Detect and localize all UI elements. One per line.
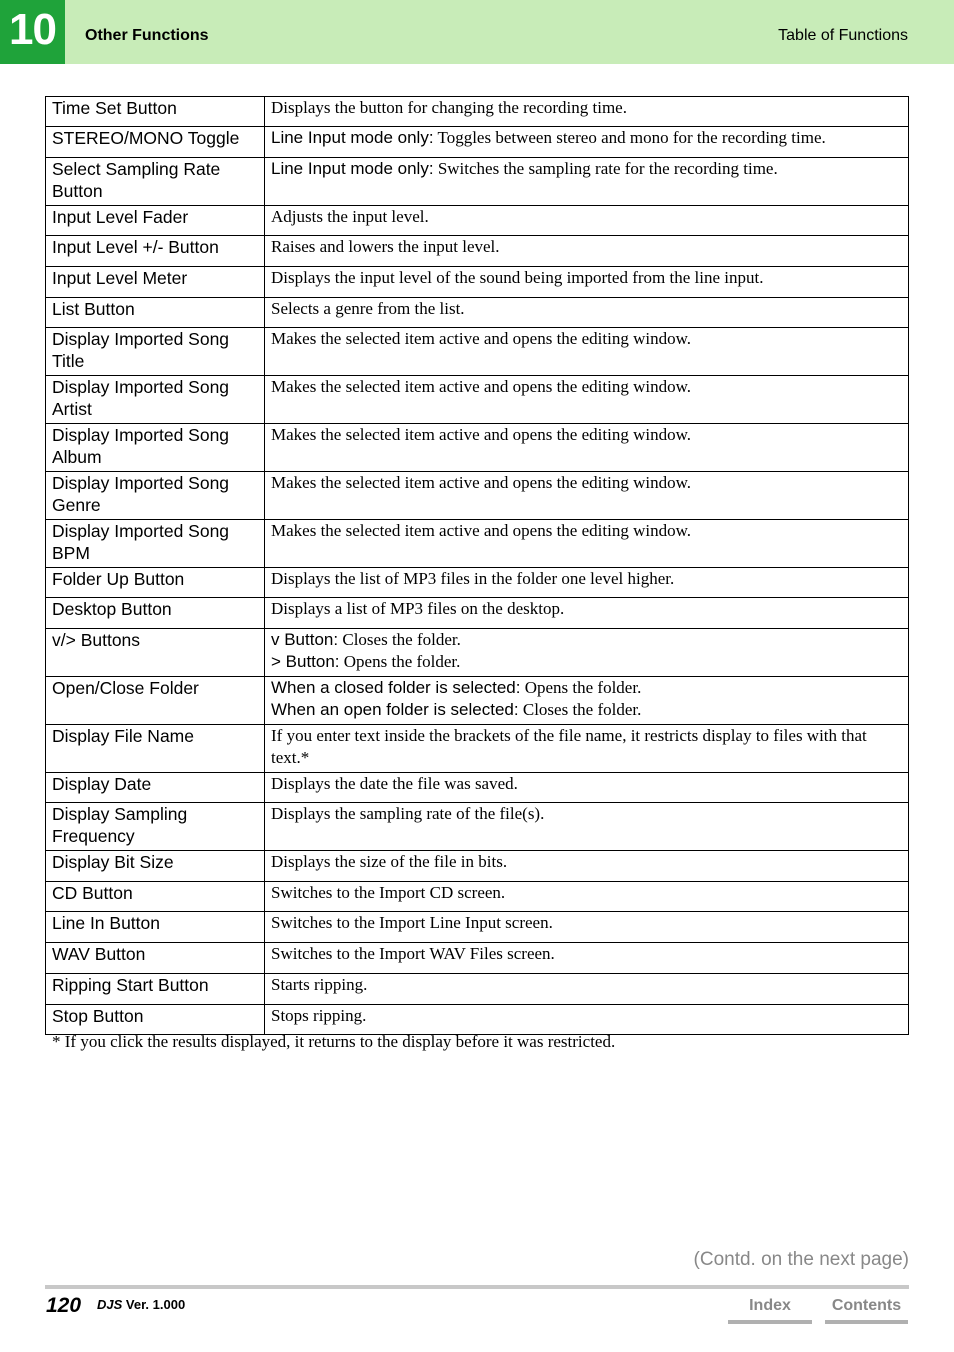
function-name: Open/Close Folder <box>46 677 265 725</box>
table-row <box>46 424 909 472</box>
description-text: Switches to the Import Line Input screen. <box>271 913 553 932</box>
table-row <box>46 629 909 677</box>
mode-prefix: v Button: <box>271 630 339 649</box>
table-row <box>46 97 909 127</box>
description-text: Adjusts the input level. <box>271 207 429 226</box>
table-row <box>46 773 909 803</box>
description-text: Displays the button for changing the recording time. <box>271 98 627 117</box>
description-text: Displays the input level of the sound being imported from the line input. <box>271 268 764 287</box>
page-topic: Table of Functions <box>778 27 908 44</box>
description-text: Selects a genre from the list. <box>271 299 465 318</box>
description-text: Makes the selected item active and opens the editing window. <box>271 425 691 444</box>
description-text: Switches the sampling rate for the recording time. <box>433 159 778 178</box>
chapter-number: 10 <box>0 0 65 64</box>
description-text: Closes the folder. <box>518 700 642 719</box>
function-description <box>265 236 909 267</box>
version-label <box>97 1297 185 1312</box>
table-row <box>46 974 909 1005</box>
footnote: * If you click the results displayed, it returns to the display before it was restricted. <box>52 1032 616 1051</box>
mode-prefix: Line Input mode only: <box>271 159 434 178</box>
mode-prefix: When an open folder is selected: <box>271 700 519 719</box>
footer-divider <box>45 1285 909 1289</box>
description-text: If you enter text inside the brackets of the file name, it restricts display to files with that text.* <box>271 726 867 767</box>
function-name: v/> Buttons <box>46 629 265 677</box>
description-text: Opens the folder. <box>339 652 461 671</box>
table-row <box>46 882 909 912</box>
table-row <box>46 943 909 974</box>
function-name: Display Imported Song Artist <box>46 376 265 424</box>
function-name: Input Level Meter <box>46 267 265 298</box>
function-name: Input Level Fader <box>46 206 265 236</box>
description-text: Displays the sampling rate of the file(s). <box>271 804 545 823</box>
description-text: Displays the list of MP3 files in the folder one level higher. <box>271 569 675 588</box>
description-text: Switches to the Import CD screen. <box>271 883 506 902</box>
mode-prefix: Line Input mode only: <box>271 128 434 147</box>
contents-link[interactable]: Contents <box>825 1294 908 1324</box>
function-name: Ripping Start Button <box>46 974 265 1005</box>
function-description <box>265 376 909 424</box>
description-line <box>271 651 902 673</box>
function-name: WAV Button <box>46 943 265 974</box>
function-description <box>265 298 909 328</box>
function-name: Input Level +/- Button <box>46 236 265 267</box>
table-row <box>46 328 909 376</box>
function-description <box>265 725 909 773</box>
function-description <box>265 943 909 974</box>
page-header <box>0 0 954 64</box>
function-name: Display File Name <box>46 725 265 773</box>
description-text: Displays a list of MP3 files on the desktop. <box>271 599 565 618</box>
table-row <box>46 158 909 206</box>
table-row <box>46 912 909 943</box>
description-text: Displays the size of the file in bits. <box>271 852 508 871</box>
function-description <box>265 472 909 520</box>
product-name: DJS <box>97 1297 123 1312</box>
description-text: Makes the selected item active and opens the editing window. <box>271 473 691 492</box>
table-row <box>46 206 909 236</box>
table-row <box>46 677 909 725</box>
table-row <box>46 472 909 520</box>
table-row <box>46 267 909 298</box>
function-description <box>265 520 909 568</box>
function-name: Stop Button <box>46 1005 265 1035</box>
description-text: Raises and lowers the input level. <box>271 237 500 256</box>
table-row <box>46 851 909 882</box>
table-row <box>46 127 909 158</box>
table-row <box>46 598 909 629</box>
description-line <box>271 699 902 721</box>
function-name: Display Imported Song Title <box>46 328 265 376</box>
table-row <box>46 803 909 851</box>
table-row <box>46 376 909 424</box>
function-description <box>265 851 909 882</box>
description-text: Makes the selected item active and opens the editing window. <box>271 329 691 348</box>
version-text: Ver. 1.000 <box>122 1297 186 1312</box>
description-text: Toggles between stereo and mono for the recording time. <box>433 128 826 147</box>
function-name: Display Bit Size <box>46 851 265 882</box>
function-name: List Button <box>46 298 265 328</box>
function-description <box>265 424 909 472</box>
function-name: CD Button <box>46 882 265 912</box>
table-row <box>46 568 909 598</box>
function-name: Display Date <box>46 773 265 803</box>
page-number: 120 <box>46 1294 82 1317</box>
description-text: Makes the selected item active and opens the editing window. <box>271 521 691 540</box>
description-text: Stops ripping. <box>271 1006 367 1025</box>
function-description <box>265 158 909 206</box>
section-title: Other Functions <box>85 27 209 44</box>
description-text: Switches to the Import WAV Files screen. <box>271 944 555 963</box>
table-row <box>46 236 909 267</box>
function-name: Folder Up Button <box>46 568 265 598</box>
functions-table <box>45 96 909 1035</box>
description-text: Opens the folder. <box>520 678 642 697</box>
function-description <box>265 206 909 236</box>
function-description <box>265 912 909 943</box>
description-text: Starts ripping. <box>271 975 368 994</box>
description-text: Closes the folder. <box>338 630 461 649</box>
function-name: Display Imported Song Album <box>46 424 265 472</box>
function-description <box>265 1005 909 1035</box>
continued-note: (Contd. on the next page) <box>693 1249 909 1270</box>
description-text: Makes the selected item active and opens the editing window. <box>271 377 691 396</box>
function-description <box>265 127 909 158</box>
function-description <box>265 267 909 298</box>
function-description <box>265 974 909 1005</box>
function-description <box>265 568 909 598</box>
function-name: Line In Button <box>46 912 265 943</box>
function-description <box>265 629 909 677</box>
function-name: Time Set Button <box>46 97 265 127</box>
function-name: STEREO/MONO Toggle <box>46 127 265 158</box>
table-row <box>46 725 909 773</box>
table-row <box>46 298 909 328</box>
function-description <box>265 803 909 851</box>
function-description <box>265 598 909 629</box>
function-name: Select Sampling Rate Button <box>46 158 265 206</box>
mode-prefix: When a closed folder is selected: <box>271 678 521 697</box>
description-line <box>271 629 902 651</box>
index-link[interactable]: Index <box>728 1294 812 1324</box>
function-description <box>265 773 909 803</box>
function-name: Display Imported Song Genre <box>46 472 265 520</box>
function-description <box>265 97 909 127</box>
function-description <box>265 882 909 912</box>
function-description <box>265 677 909 725</box>
function-name: Display Imported Song BPM <box>46 520 265 568</box>
function-description <box>265 328 909 376</box>
table-row <box>46 1005 909 1035</box>
function-name: Desktop Button <box>46 598 265 629</box>
description-text: Displays the date the file was saved. <box>271 774 518 793</box>
table-row <box>46 520 909 568</box>
function-name: Display Sampling Frequency <box>46 803 265 851</box>
mode-prefix: > Button: <box>271 652 340 671</box>
description-line <box>271 677 902 699</box>
